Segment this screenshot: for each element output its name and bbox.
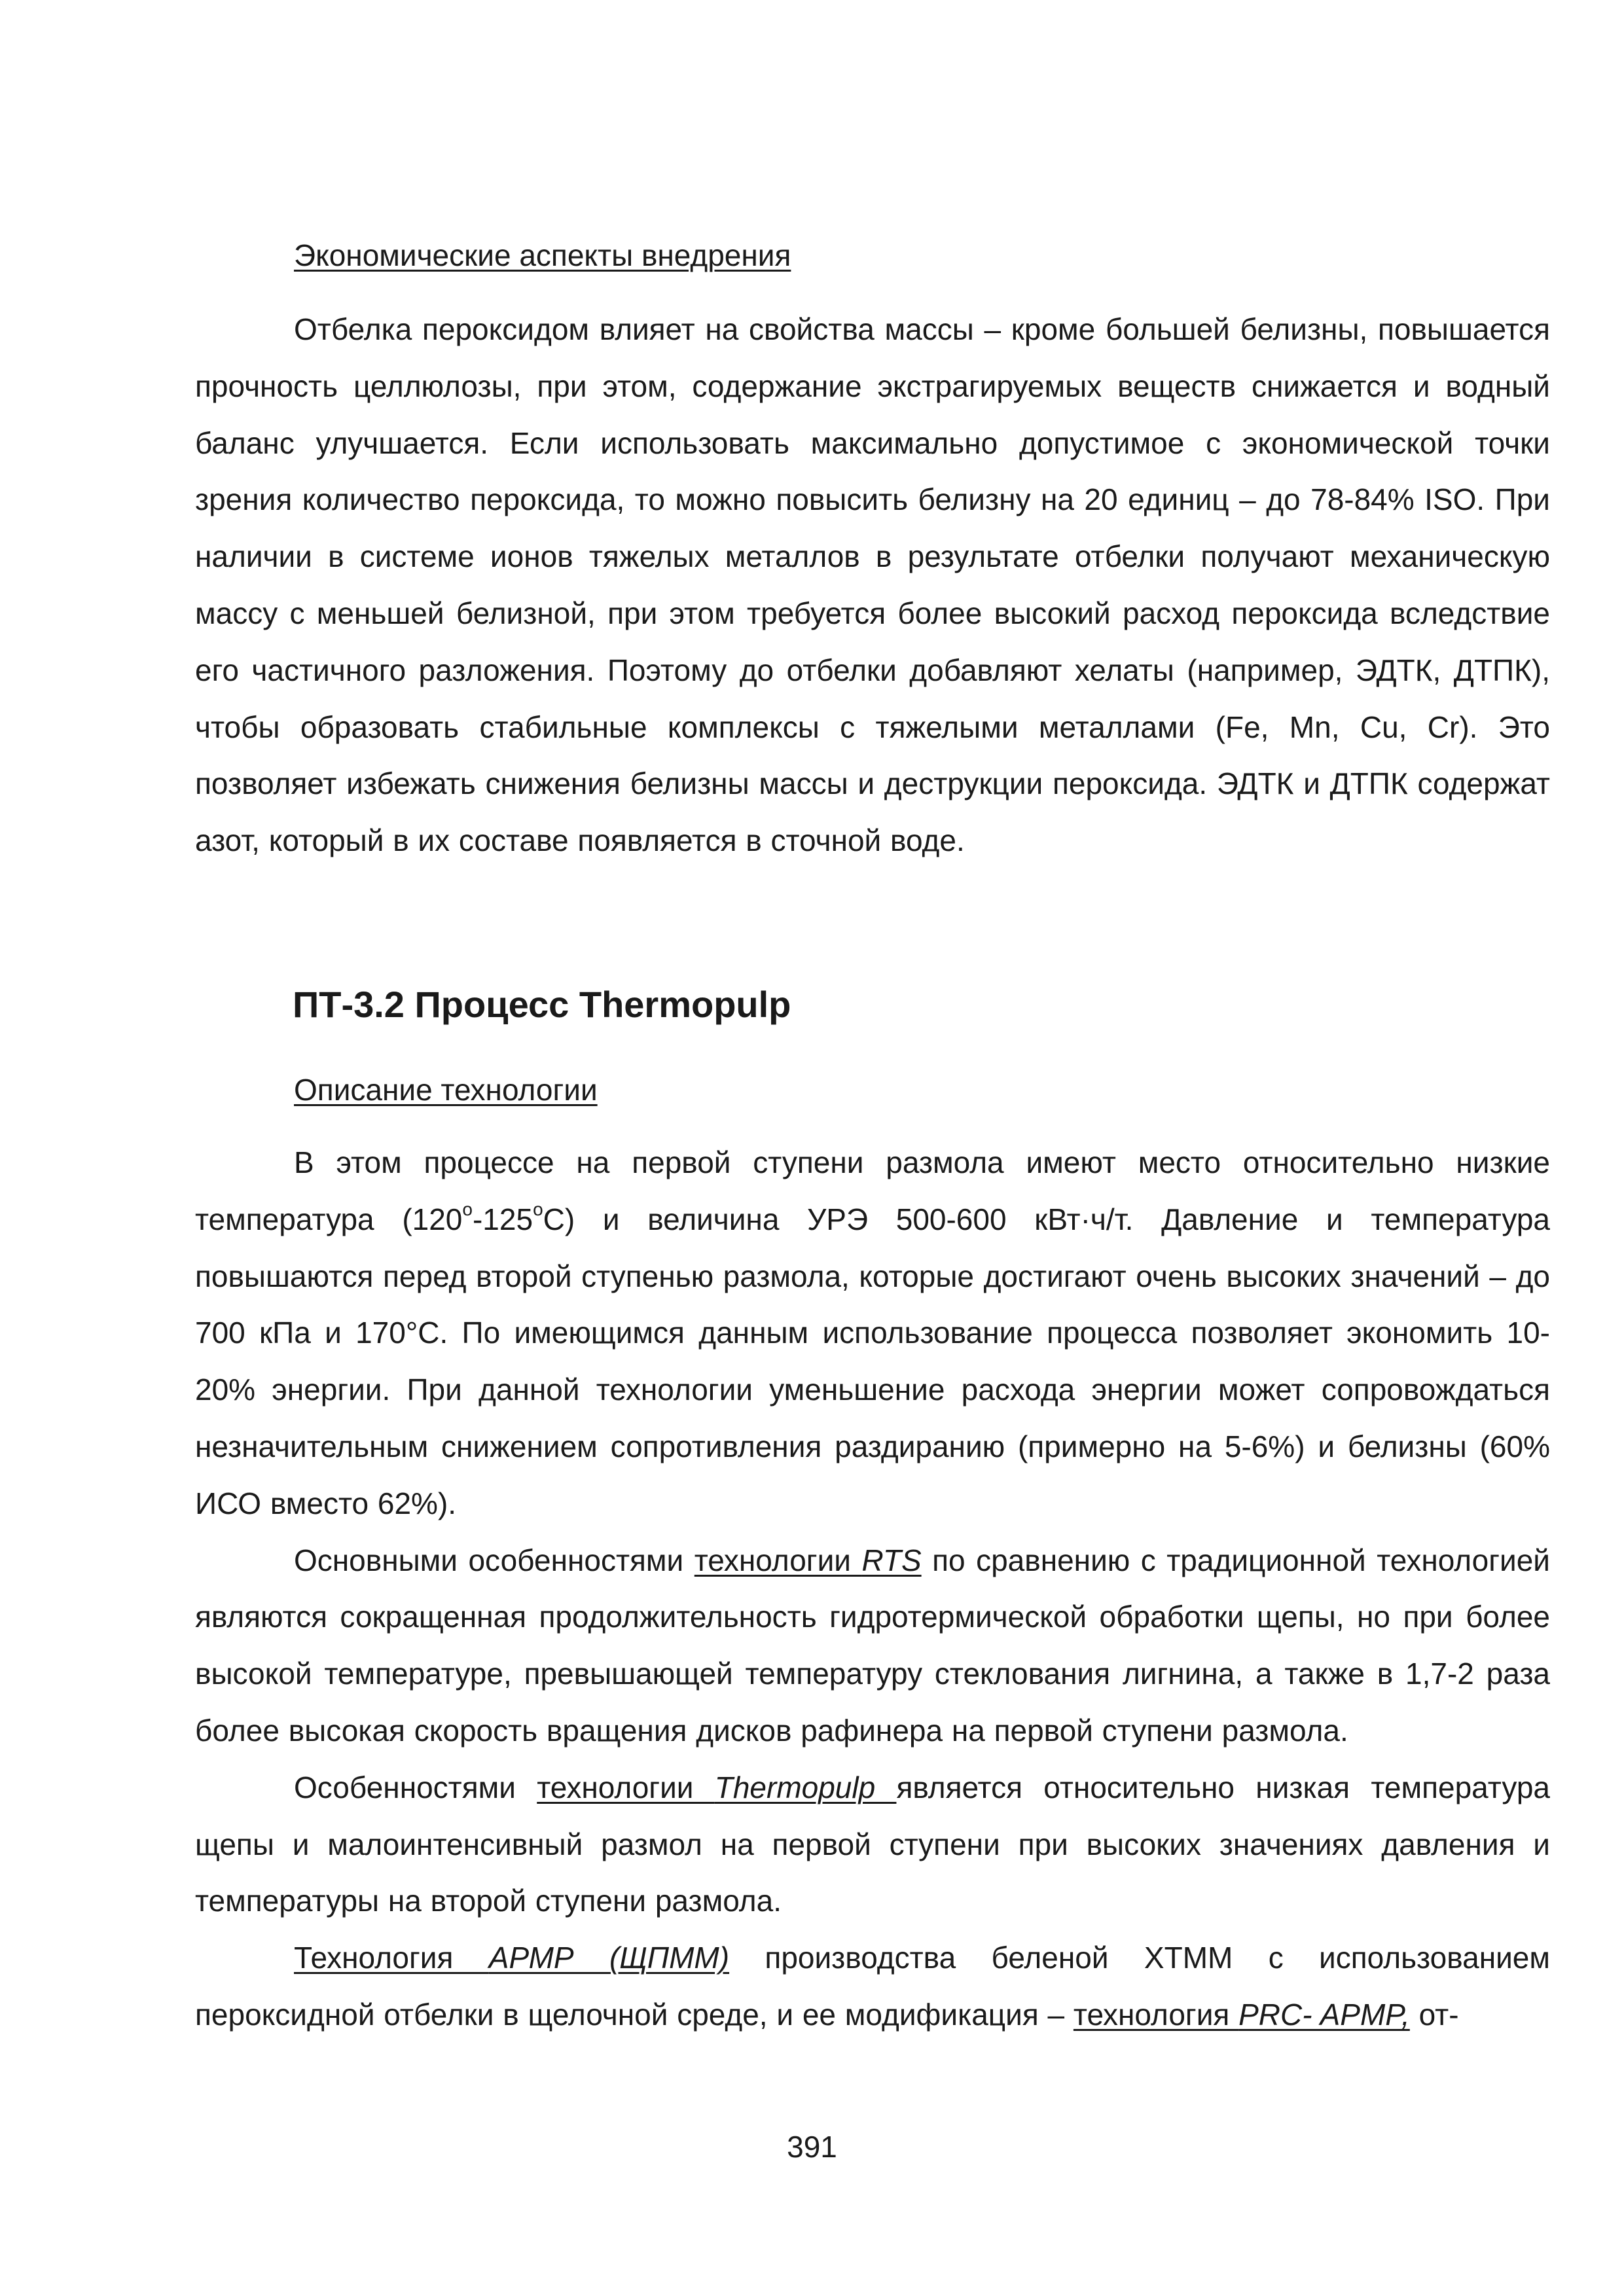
paragraph-apmp-technology (195, 1929, 1550, 2043)
text-fragment: производства беленой ХТММ с использованием пероксидной отбелки в щелочной среде, и ее модификация – (195, 1941, 1551, 2032)
section-subheading-technology-description: Описание технологии (294, 1073, 598, 1107)
prc-apmp-technology-link[interactable]: технология PRC- APMP, (1073, 1997, 1410, 2032)
text-fragment: от- (1409, 1997, 1459, 2032)
paragraph-peroxide-bleaching: Отбелка пероксидом влияет на свойства массы – кроме большей белизны, повышается прочность целлюлозы, при этом, содержание экстрагируемых веществ снижается и водный баланс улучшается. Если использовать максимально допустимое с экономической точки зрения количество пероксида, то можно повысить белизну на 20 единиц – до 78-84% ISO. При наличии в системе ионов тяжелых металлов в результате отбелки получают механическую массу с меньшей белизной, при этом требуется более высокий расход пероксида вследствие его частичного разложения. Поэтому до отбелки добавляют хелаты (например, ЭДТК, ДТПК), чтобы образовать стабильные комплексы с тяжелыми металлами (Fe, Mn, Cu, Cr). Это позволяет избежать снижения белизны массы и деструкции пероксида. ЭДТК и ДТПК содержат азот, который в их составе появляется в сточной воде. (195, 312, 1550, 858)
text-fragment: Особенностями (294, 1770, 537, 1804)
thermopulp-technology-link[interactable]: технологии Thermopulp (537, 1770, 897, 1804)
section-heading-thermopulp: ПТ-3.2 Процесс Thermopulp (293, 984, 791, 1025)
apmp-technology-link[interactable]: Технология АРМР (ЩПММ) (294, 1941, 730, 1975)
text-fragment: -125 (472, 1202, 533, 1236)
text-fragment: Основными особенностями (294, 1543, 695, 1577)
paragraph-process-description (195, 1134, 1550, 1532)
text-fragment: В этом процессе на первой ступени размола имеют место относительно низкие температура (120 (195, 1145, 1550, 1236)
page-number: 391 (787, 2130, 837, 2164)
degree-symbol: o (462, 1198, 473, 1219)
text-fragment: является относительно низкая температура щепы и малоинтенсивный размол на первой ступени при высоких значениях давления и температуры на второй ступени размола. (195, 1770, 1550, 1918)
degree-symbol: o (533, 1198, 543, 1219)
economic-aspects-body (195, 301, 1550, 869)
text-fragment: С) и величина УРЭ 500-600 кВт·ч/т. Давление и температура повышаются перед второй ступенью размола, которые достигают очень высоких значений – до 700 кПа и 170°С. По имеющимся данным использование процесса позволяет экономить 10-20% энергии. При данной технологии уменьшение расхода энергии может сопровождаться незначительным снижением сопротивления раздиранию (примерно на 5-6%) и белизны (60% ИСО вместо 62%). (195, 1202, 1551, 1520)
paragraph-thermopulp-technology (195, 1759, 1550, 1929)
text-fragment: по сравнению с традиционной технологией являются сокращенная продолжительность гидротермической обработки щепы, но при более высокой температуре, превышающей температуру стеклования лигнина, а также в 1,7-2 раза более высокая скорость вращения дисков рафинера на первой ступени размола. (195, 1543, 1550, 1748)
section-subheading-economic-aspects: Экономические аспекты внедрения (294, 238, 791, 272)
thermopulp-body (195, 1134, 1550, 2043)
rts-technology-link[interactable]: технологии RTS (694, 1543, 922, 1577)
paragraph-rts-technology (195, 1532, 1550, 1759)
